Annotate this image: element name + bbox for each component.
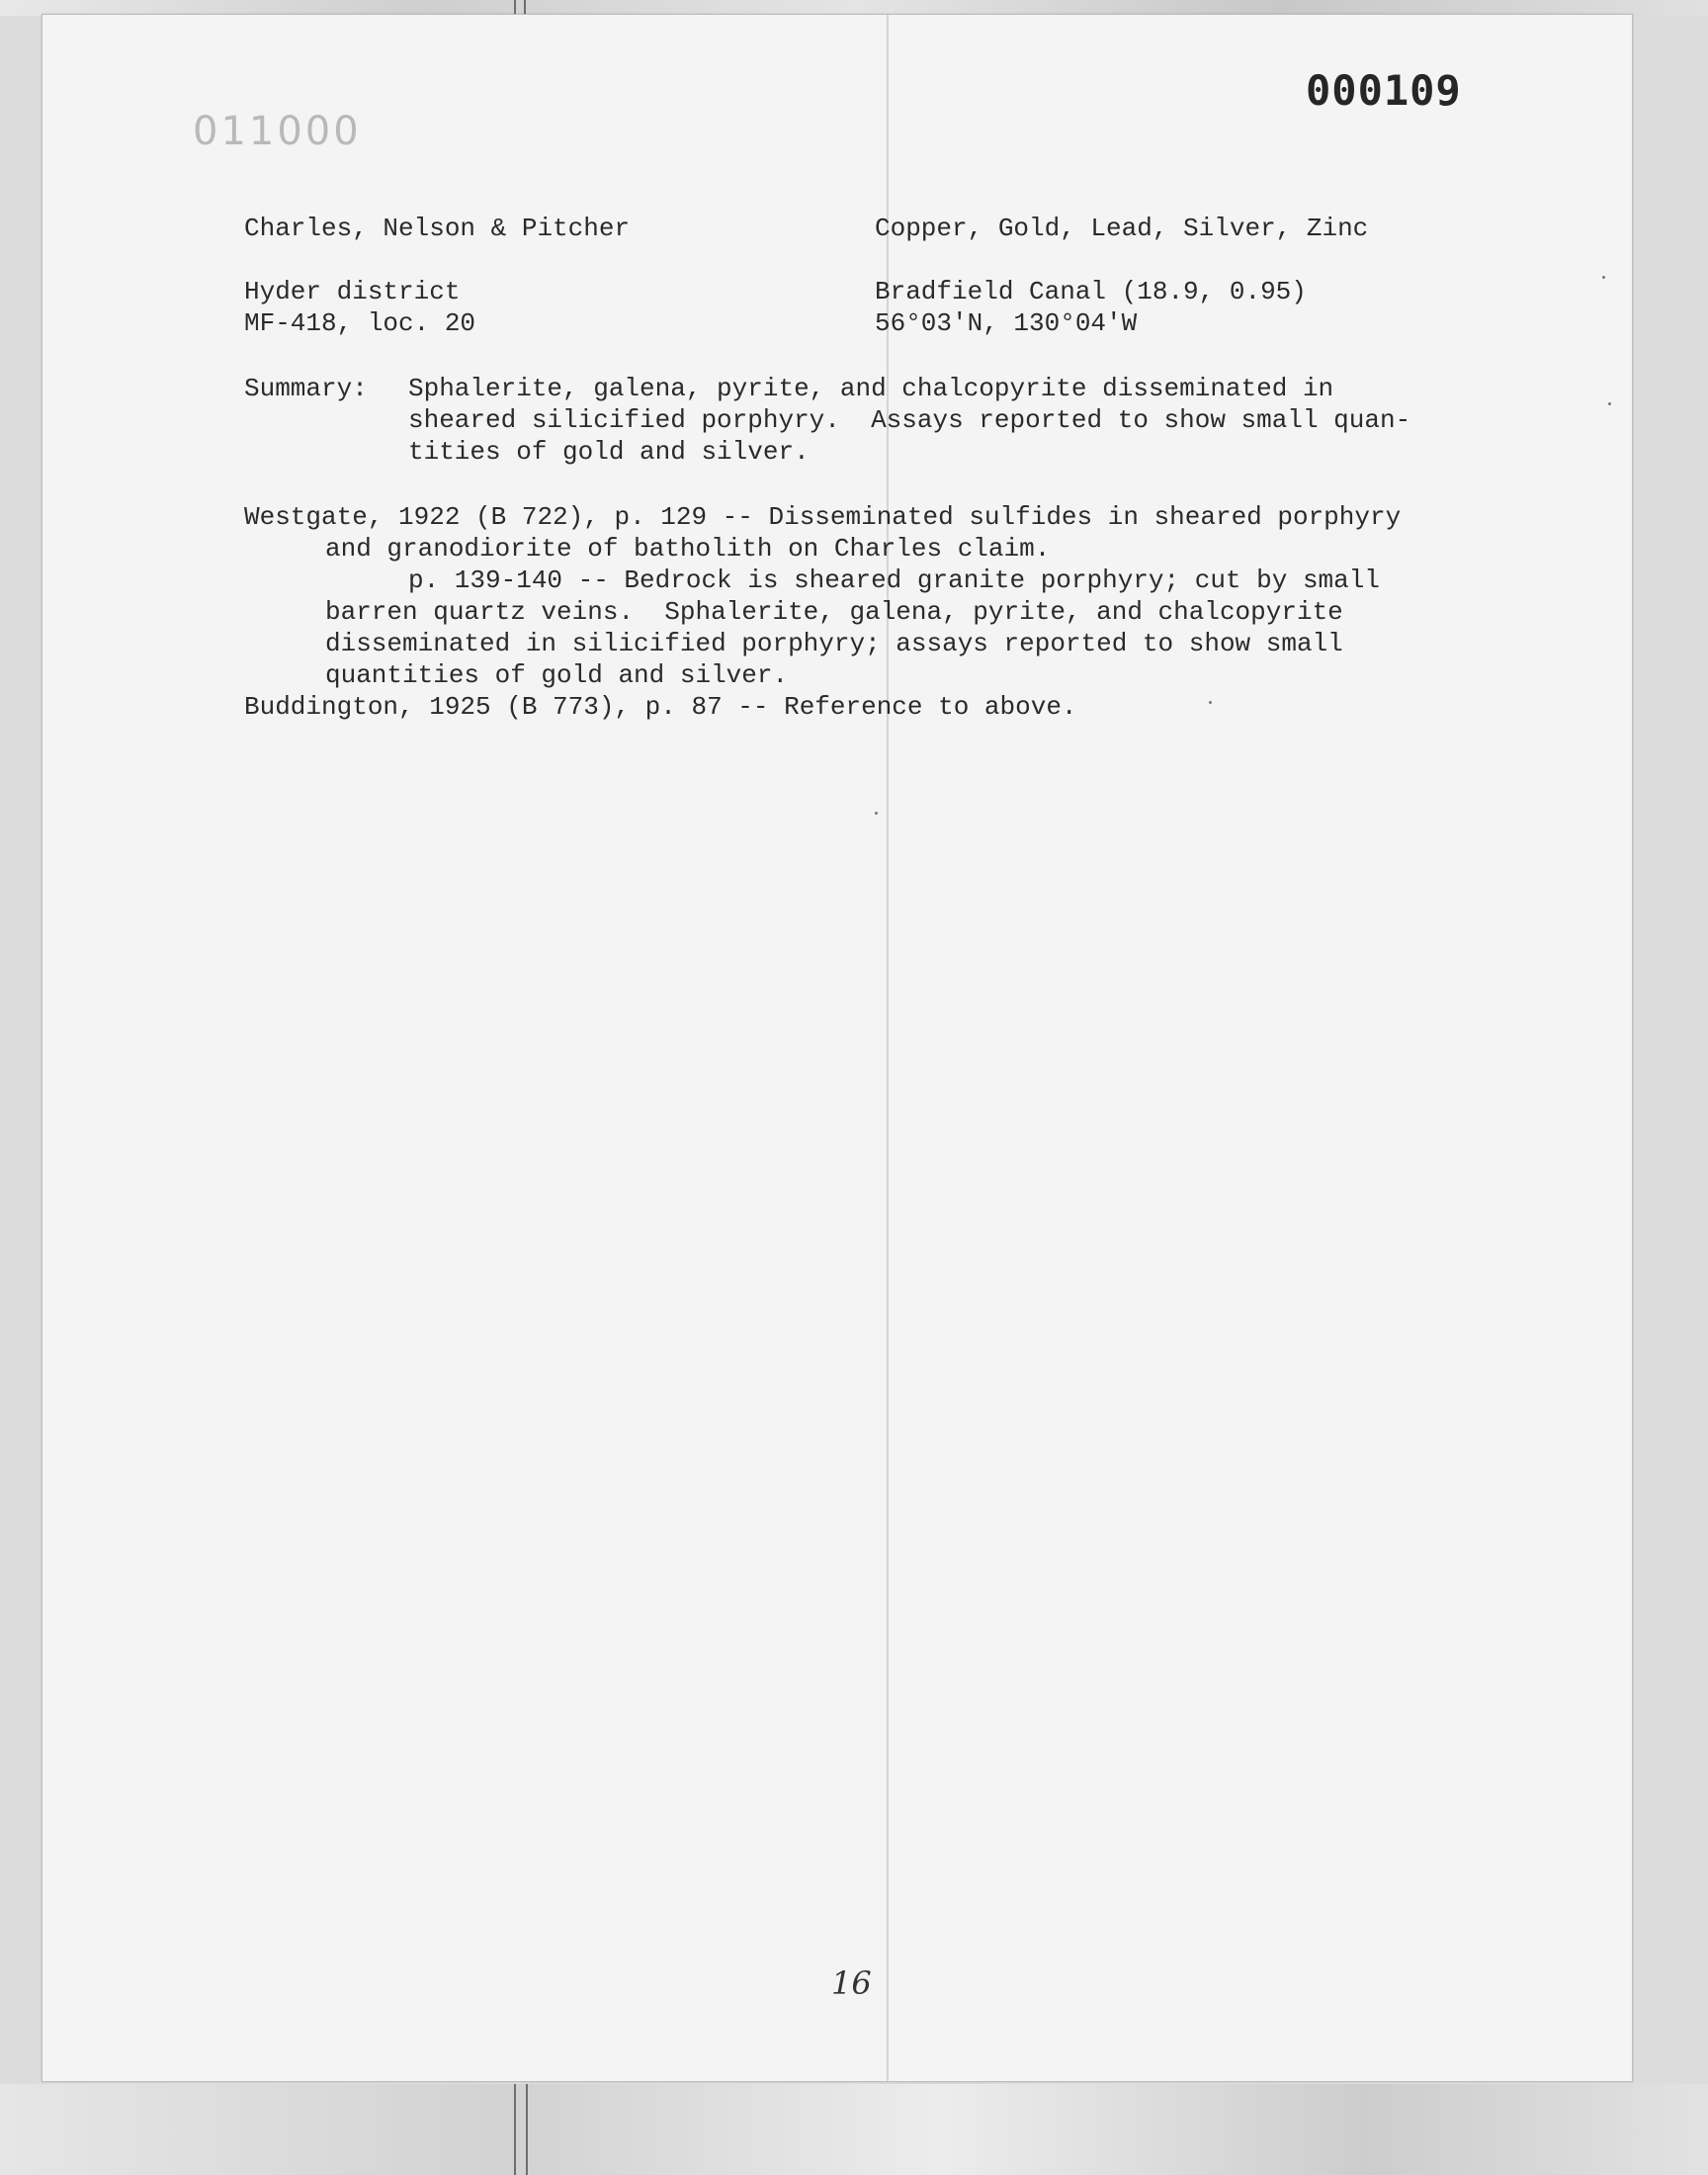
reference-line: Buddington, 1925 (B 773), p. 87 -- Reference to above. [244,692,1077,722]
faint-stamp-number: 011000 [193,109,362,154]
scan-edge-bottom [0,2084,1708,2175]
property-names: Charles, Nelson & Pitcher [244,214,631,243]
commodities: Copper, Gold, Lead, Silver, Zinc [875,214,1369,243]
reference-line: disseminated in silicified porphyry; assays reported to show small [325,629,1343,658]
summary-line: sheared silicified porphyry. Assays reported to show small quan- [408,405,1411,435]
speck [1209,701,1212,704]
coordinates: 56°03'N, 130°04'W [875,308,1138,338]
speck [875,812,878,815]
handwritten-page-number: 16 [831,1964,872,2002]
summary-label: Summary: [244,374,368,403]
scan-mark [514,2084,516,2175]
scan-mark [514,0,516,14]
quadrangle: Bradfield Canal (18.9, 0.95) [875,277,1307,306]
scan-mark [526,2084,528,2175]
reference-line: Westgate, 1922 (B 722), p. 129 -- Disseminated sulfides in sheared porphyry [244,502,1402,532]
reference-line: quantities of gold and silver. [325,660,789,690]
reference-line: barren quartz veins. Sphalerite, galena, pyrite, and chalcopyrite [325,597,1343,627]
speck [1608,402,1611,405]
map-reference: MF-418, loc. 20 [244,308,476,338]
summary-line: tities of gold and silver. [408,437,810,467]
reference-line: p. 139-140 -- Bedrock is sheared granite porphyry; cut by small [408,566,1380,595]
summary-line: Sphalerite, galena, pyrite, and chalcopyrite disseminated in [408,374,1334,403]
document-page [42,14,1633,2082]
reference-line: and granodiorite of batholith on Charles claim. [325,534,1051,564]
scan-mark [524,0,526,14]
district: Hyder district [244,277,461,306]
speck [1602,276,1605,279]
document-number-stamp: 000109 [1306,66,1462,115]
